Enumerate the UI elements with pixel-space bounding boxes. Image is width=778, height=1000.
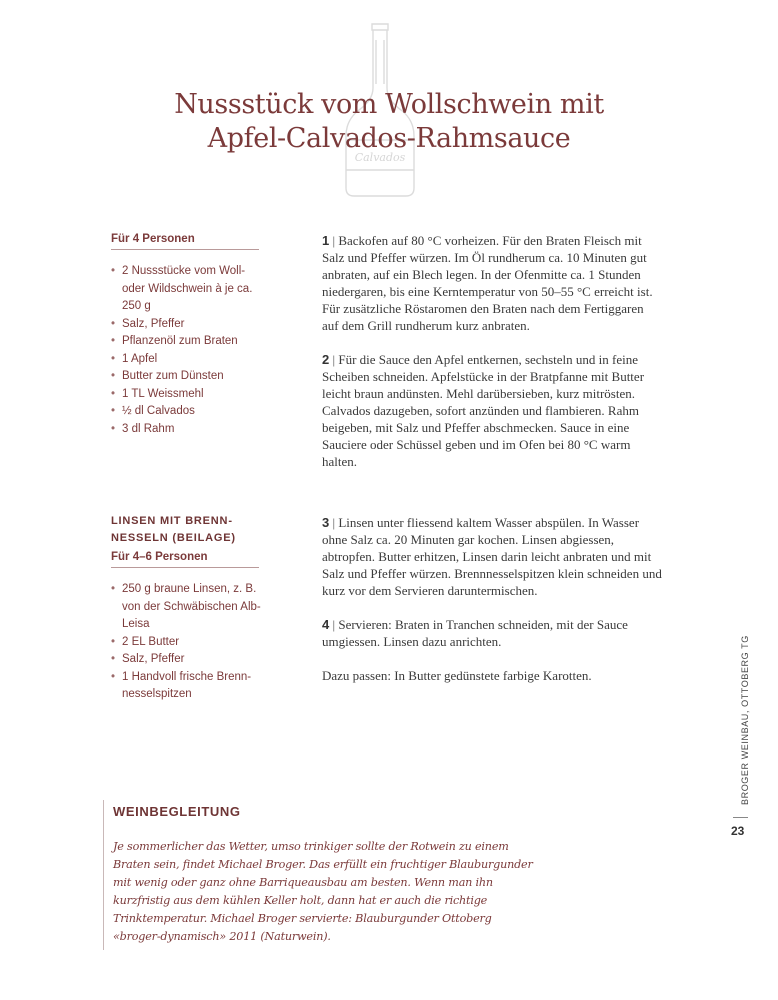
bullet-icon: • xyxy=(111,670,116,683)
ingredient-item: • Salz, Pfeffer xyxy=(111,316,261,334)
bullet-icon: • xyxy=(111,422,116,435)
bullet-icon: • xyxy=(111,405,116,417)
main-ingredient-list xyxy=(111,263,261,438)
step-4: 4 | Servieren: Braten in Tranchen schneiden, mit der Sauce umgiessen. Linsen dazu anrichten. xyxy=(322,617,628,649)
side-ingredients-panel xyxy=(111,513,261,704)
bullet-icon: • xyxy=(111,317,116,330)
ingredient-item: • 2 EL Butter xyxy=(111,634,261,652)
ingredient-item: • Salz, Pfeffer xyxy=(111,651,261,669)
ingredient-item: • 1 TL Weissmehl xyxy=(111,386,261,404)
side-recipe-heading: LINSEN MIT BRENNNESSELN (BEILAGE) xyxy=(111,515,236,544)
main-ingredients-panel xyxy=(111,233,261,438)
bottle-label: Calvados xyxy=(354,151,406,164)
wine-text: Je sommerlicher das Wetter, umso trinkiger sollte der Rotwein zu einem Braten sein, findet Michael Broger. Das erfüllt ein fruchtiger Blauburgunder mit wenig oder ganz ohne Barriqueausbau am besten. Wenn man ihn kurzfristig aus dem kühlen Keller holt, dann hat er auch die richtige Trinktemperatur. Michael Broger servierte: Blauburgunder Ottoberg «broger-dynamisch» 2011 (Naturwein). xyxy=(113,840,533,943)
page-title xyxy=(100,88,678,156)
main-steps xyxy=(322,232,662,487)
bullet-icon: • xyxy=(111,387,116,400)
wine-pairing-box xyxy=(103,800,533,950)
title-line-1: Nussstück vom Wollschwein mit xyxy=(174,89,604,120)
step-3: 3 | Linsen unter fliessend kaltem Wasser abspülen. In Wasser ohne Salz ca. 20 Minuten gar kochen. Linsen abgiessen, abtropfen. Butter erhitzen, Linsen darin leicht anbraten und mit Salz und Pfeffer würzen. Brennnesselspitzen klein schneiden und kurz vor dem Servieren daruntermischen. xyxy=(322,515,662,598)
side-serves: Für 4–6 Personen xyxy=(111,551,259,568)
side-ingredient-list xyxy=(111,581,261,704)
bullet-icon: • xyxy=(111,352,116,365)
bullet-icon: • xyxy=(111,335,116,347)
ingredient-item: • 3 dl Rahm xyxy=(111,421,261,439)
title-line-2: Apfel-Calvados-Rahmsauce xyxy=(207,123,571,154)
ingredient-item: • 250 g braune Linsen, z. B. von der Schwäbischen Alb-Leisa xyxy=(111,583,261,630)
ingredient-item: • Butter zum Dünsten xyxy=(111,368,261,386)
ingredient-item: • 2 Nussstücke vom Woll- oder Wildschwein à je ca. 250 g xyxy=(111,265,253,312)
bullet-icon: • xyxy=(111,653,116,665)
bullet-icon: • xyxy=(111,370,116,382)
bullet-icon: • xyxy=(111,635,116,648)
side-steps xyxy=(322,514,662,701)
bullet-icon: • xyxy=(111,583,116,595)
main-serves: Für 4 Personen xyxy=(111,233,259,250)
page-number: 23 xyxy=(731,824,745,838)
step-2: 2 | Für die Sauce den Apfel entkernen, sechsteln und in feine Scheiben schneiden. Apfelstücke in der Bratpfanne mit Butter leicht braun andünsten. Mehl darübersieben, kurz mitrösten. Calvados dazugeben, sofort anzünden und flambieren. Rahm beigeben, mit Salz und Pfeffer abschmecken. Sauce in eine Sauciere oder Schüssel geben und im Ofen bei 80 °C warm halten. xyxy=(322,352,645,469)
ingredient-item: • 1 Apfel xyxy=(111,351,261,369)
bullet-icon: • xyxy=(111,265,116,277)
sidebar-divider xyxy=(733,817,748,818)
ingredient-item: • 1 Handvoll frische Brennnesselspitzen xyxy=(111,670,252,700)
running-head: BROGER WEINBAU, OTTOBERG TG xyxy=(740,635,750,805)
ingredient-item: • ½ dl Calvados xyxy=(111,403,261,421)
wine-heading: WEINBEGLEITUNG xyxy=(113,804,241,819)
serving-note: Dazu passen: In Butter gedünstete farbige Karotten. xyxy=(322,668,592,683)
step-1: 1 | Backofen auf 80 °C vorheizen. Für den Braten Fleisch mit Salz und Pfeffer würzen. Im Öl rundherum ca. 10 Minuten gut anbraten, auf ein Blech legen. In der Ofenmitte ca. 1 Stunden niedergaren, bis eine Kerntemperatur von 50–55 °C erreicht ist. Für zusätzliche Röstaromen den Braten nach dem Fertiggaren auf dem Grill rundherum kurz anbraten. xyxy=(322,233,653,333)
ingredient-item: • Pflanzenöl zum Braten xyxy=(111,333,261,351)
